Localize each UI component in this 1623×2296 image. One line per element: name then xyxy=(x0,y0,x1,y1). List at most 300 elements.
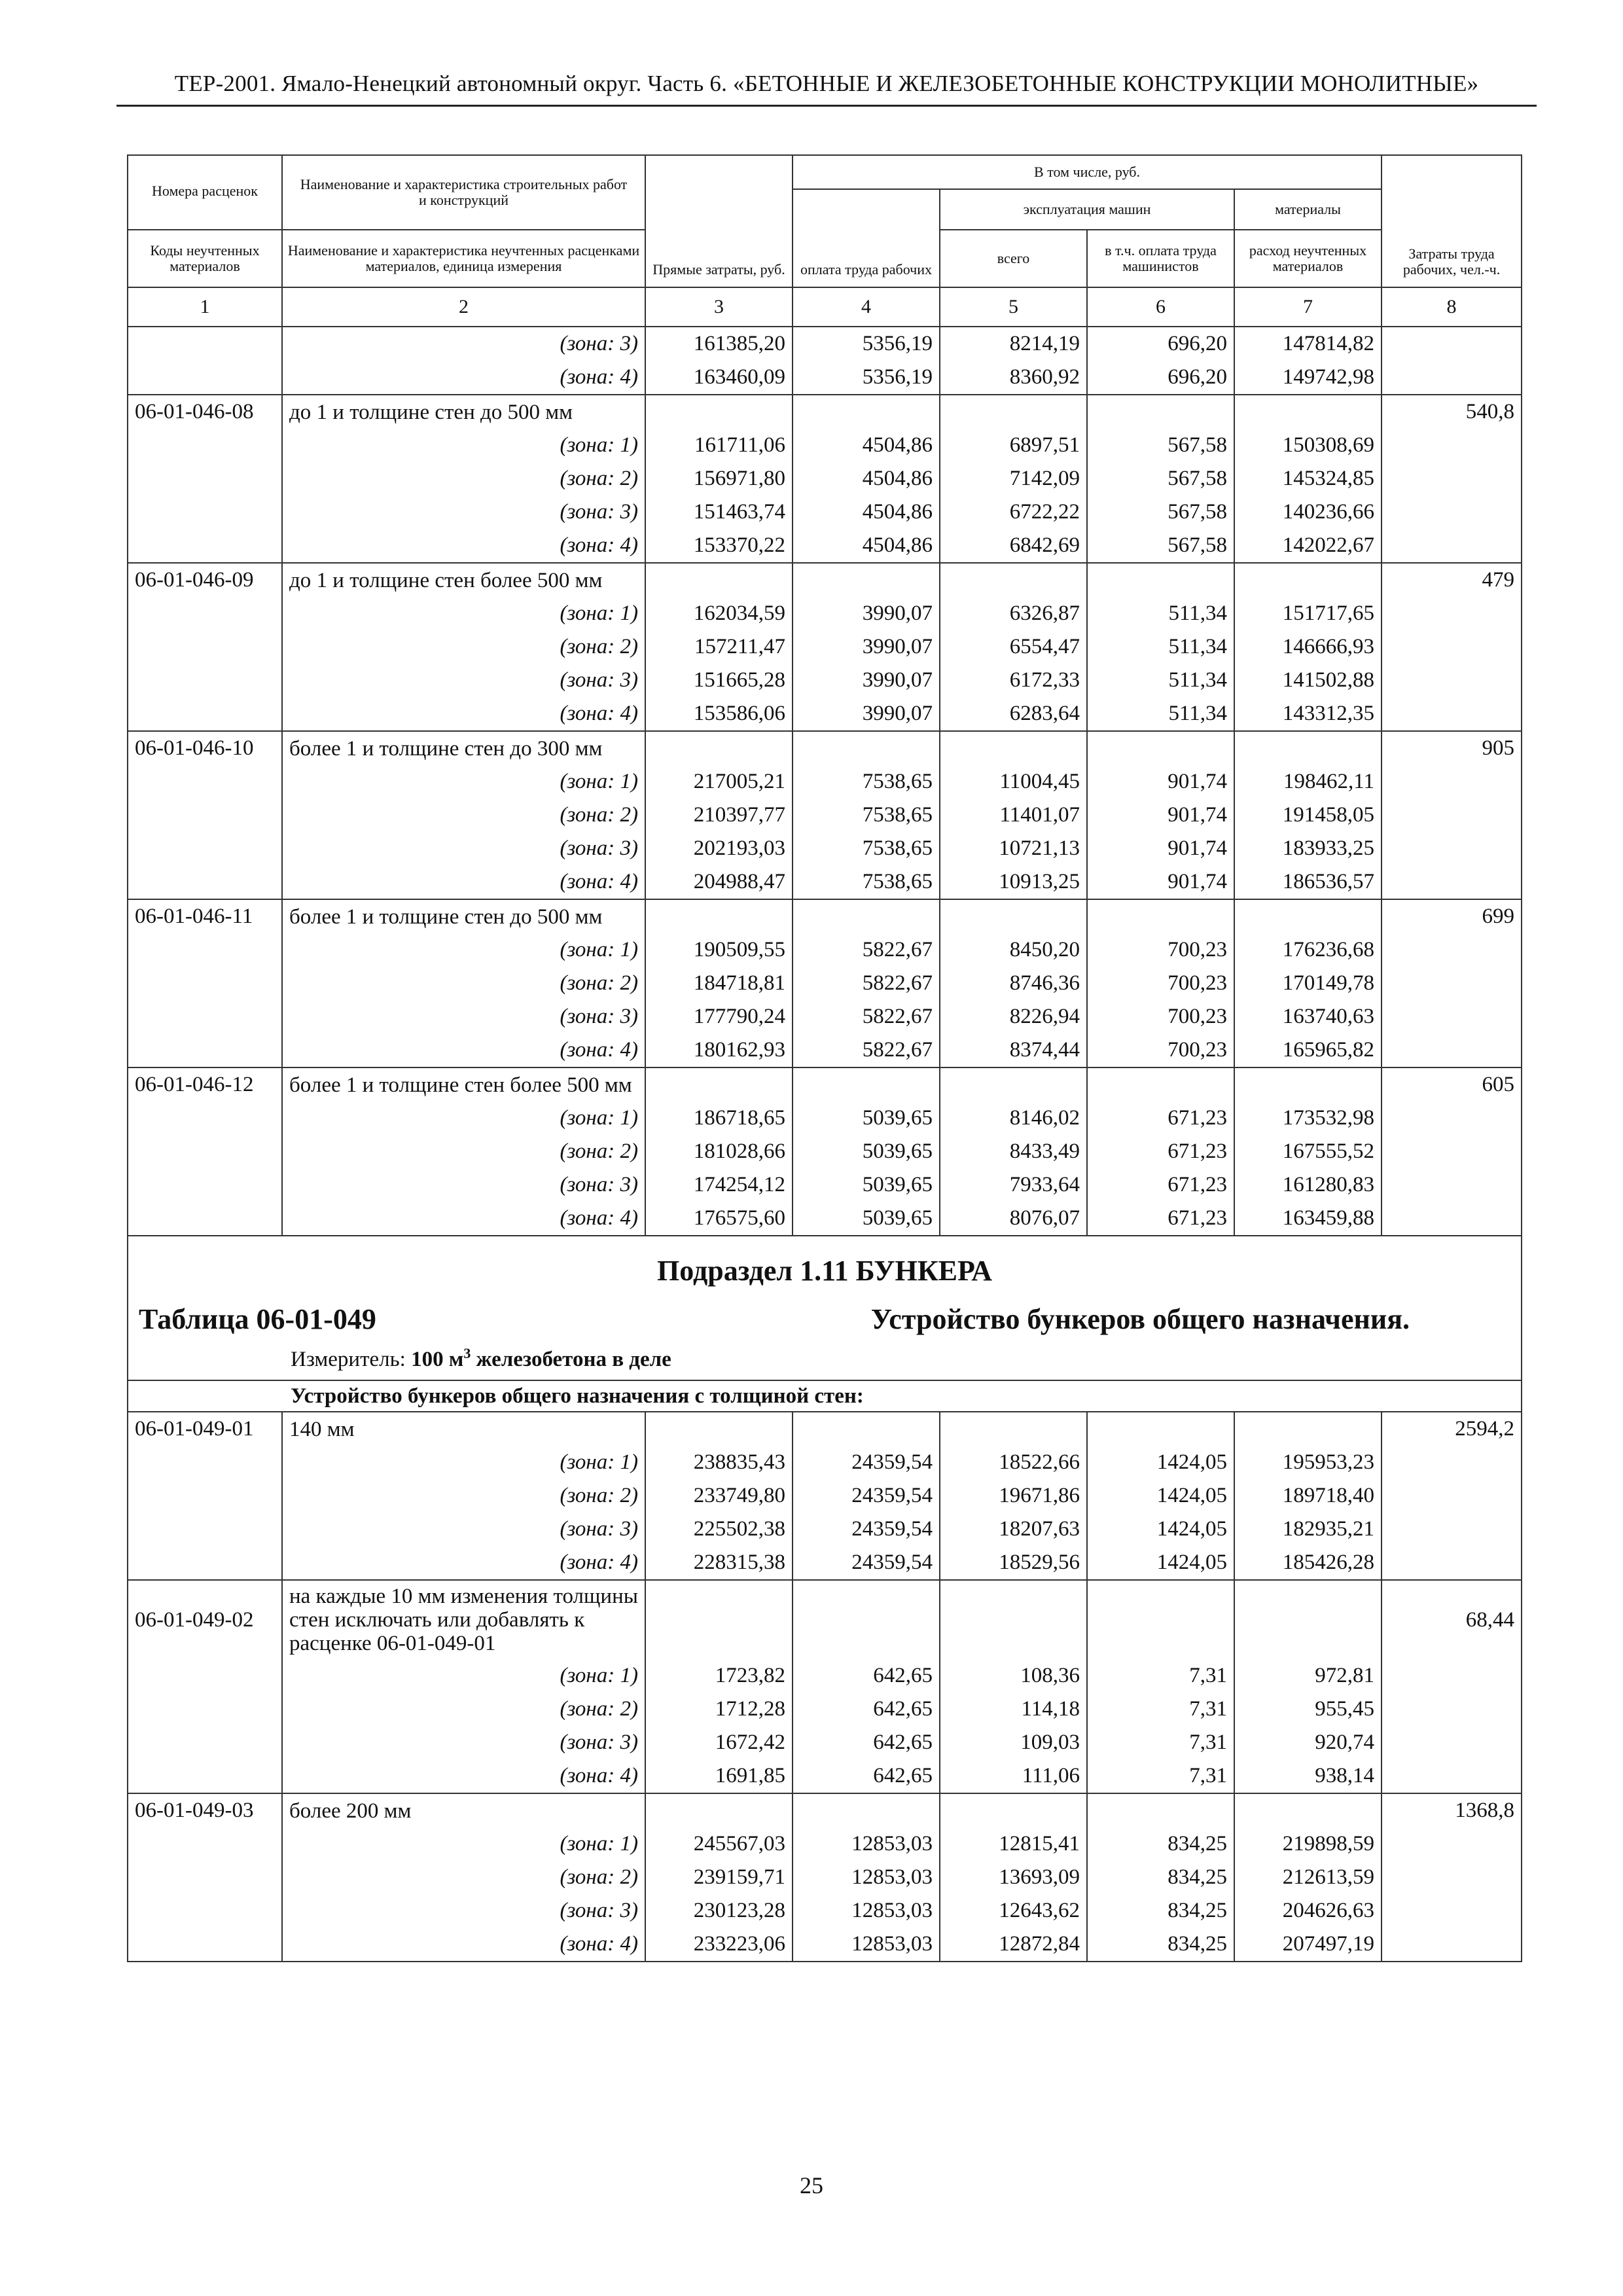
machines-total: 11004,45 xyxy=(940,765,1087,798)
direct-cost: 1691,85 xyxy=(645,1759,793,1793)
materials: 189718,40 xyxy=(1234,1479,1382,1513)
rate-description: до 1 и толщине стен более 500 мм xyxy=(282,563,645,597)
labor-cost: 699 xyxy=(1382,899,1522,933)
code-cell-empty xyxy=(128,1202,282,1236)
direct-cost: 225502,38 xyxy=(645,1513,793,1546)
empty-cell xyxy=(940,1580,1087,1659)
machines-total: 12872,84 xyxy=(940,1928,1087,1962)
rate-code: 06-01-049-02 xyxy=(128,1580,282,1659)
empty-cell xyxy=(940,731,1087,765)
labor-pay: 24359,54 xyxy=(793,1479,940,1513)
code-cell-empty xyxy=(128,765,282,798)
machines-total: 10721,13 xyxy=(940,832,1087,865)
labor-pay: 3990,07 xyxy=(793,697,940,731)
zone-label: (зона: 3) xyxy=(282,664,645,697)
labor-empty xyxy=(1382,1033,1522,1067)
materials: 147814,82 xyxy=(1234,327,1382,361)
materials: 167555,52 xyxy=(1234,1135,1382,1168)
machines-pay: 834,25 xyxy=(1087,1928,1234,1962)
labor-empty xyxy=(1382,1513,1522,1546)
code-cell-empty xyxy=(128,462,282,495)
labor-empty xyxy=(1382,529,1522,563)
labor-pay: 5039,65 xyxy=(793,1135,940,1168)
labor-pay: 4504,86 xyxy=(793,429,940,462)
machines-pay: 901,74 xyxy=(1087,765,1234,798)
labor-pay: 5039,65 xyxy=(793,1102,940,1135)
table-row xyxy=(128,395,1522,429)
code-cell-empty xyxy=(128,429,282,462)
direct-cost: 1672,42 xyxy=(645,1726,793,1759)
materials: 191458,05 xyxy=(1234,798,1382,832)
labor-pay: 4504,86 xyxy=(793,462,940,495)
labor-cost: 905 xyxy=(1382,731,1522,765)
zone-label: (зона: 3) xyxy=(282,495,645,529)
direct-cost: 210397,77 xyxy=(645,798,793,832)
zone-label: (зона: 4) xyxy=(282,865,645,899)
empty-cell xyxy=(940,1067,1087,1102)
measure-suffix: железобетона в деле xyxy=(476,1348,671,1371)
code-cell-empty xyxy=(128,1033,282,1067)
machines-total: 8360,92 xyxy=(940,361,1087,395)
zone-row xyxy=(128,967,1522,1000)
labor-pay: 3990,07 xyxy=(793,664,940,697)
zone-row xyxy=(128,1000,1522,1033)
labor-empty xyxy=(1382,327,1522,361)
labor-empty xyxy=(1382,832,1522,865)
empty-cell xyxy=(793,1793,940,1827)
empty-cell xyxy=(1087,1580,1234,1659)
materials: 183933,25 xyxy=(1234,832,1382,865)
labor-empty xyxy=(1382,1546,1522,1580)
labor-pay: 4504,86 xyxy=(793,529,940,563)
labor-pay: 642,65 xyxy=(793,1759,940,1793)
column-number: 4 xyxy=(793,287,940,327)
machines-total-head: всего xyxy=(940,230,1087,287)
labor-pay: 12853,03 xyxy=(793,1894,940,1928)
materials: 151717,65 xyxy=(1234,597,1382,630)
incl-head: В том числе, руб. xyxy=(793,155,1382,189)
machines-total: 12643,62 xyxy=(940,1894,1087,1928)
rate-code: 06-01-046-09 xyxy=(128,563,282,597)
labor-pay: 7538,65 xyxy=(793,832,940,865)
direct-cost: 181028,66 xyxy=(645,1135,793,1168)
empty-cell xyxy=(793,563,940,597)
zone-label: (зона: 4) xyxy=(282,1033,645,1067)
empty-cell xyxy=(1087,1793,1234,1827)
code-cell-empty xyxy=(128,327,282,361)
zone-label: (зона: 2) xyxy=(282,1479,645,1513)
machines-total: 6722,22 xyxy=(940,495,1087,529)
machines-total: 111,06 xyxy=(940,1759,1087,1793)
labor-pay: 3990,07 xyxy=(793,630,940,664)
materials: 182935,21 xyxy=(1234,1513,1382,1546)
direct-cost: 233223,06 xyxy=(645,1928,793,1962)
labor-empty xyxy=(1382,1168,1522,1202)
zone-row xyxy=(128,664,1522,697)
col-labor-head: Затраты труда рабочих, чел.-ч. xyxy=(1382,155,1522,287)
direct-cost: 153370,22 xyxy=(645,529,793,563)
empty-cell xyxy=(1087,1067,1234,1102)
zone-label: (зона: 3) xyxy=(282,832,645,865)
direct-cost: 163460,09 xyxy=(645,361,793,395)
machines-pay: 700,23 xyxy=(1087,1033,1234,1067)
labor-pay: 12853,03 xyxy=(793,1827,940,1861)
materials: 972,81 xyxy=(1234,1659,1382,1693)
materials: 143312,35 xyxy=(1234,697,1382,731)
zone-row xyxy=(128,361,1522,395)
machines-total: 6554,47 xyxy=(940,630,1087,664)
labor-pay: 24359,54 xyxy=(793,1446,940,1479)
direct-cost: 162034,59 xyxy=(645,597,793,630)
table-body-a xyxy=(128,327,1522,1236)
materials: 938,14 xyxy=(1234,1759,1382,1793)
code-cell-empty xyxy=(128,1446,282,1479)
measure-label: Измеритель: xyxy=(291,1348,406,1371)
labor-empty xyxy=(1382,1659,1522,1693)
machines-total: 8226,94 xyxy=(940,1000,1087,1033)
labor-empty xyxy=(1382,1894,1522,1928)
empty-cell xyxy=(940,1793,1087,1827)
machines-pay: 567,58 xyxy=(1087,495,1234,529)
machines-pay: 671,23 xyxy=(1087,1202,1234,1236)
machines-pay: 7,31 xyxy=(1087,1726,1234,1759)
machines-total: 108,36 xyxy=(940,1659,1087,1693)
labor-pay: 7538,65 xyxy=(793,798,940,832)
empty-cell xyxy=(1234,1412,1382,1446)
zone-row xyxy=(128,1894,1522,1928)
labor-empty xyxy=(1382,1726,1522,1759)
machines-pay: 1424,05 xyxy=(1087,1546,1234,1580)
labor-empty xyxy=(1382,1479,1522,1513)
machines-total: 6172,33 xyxy=(940,664,1087,697)
labor-empty xyxy=(1382,1827,1522,1861)
zone-label: (зона: 2) xyxy=(282,1135,645,1168)
labor-pay: 5039,65 xyxy=(793,1202,940,1236)
zone-label: (зона: 3) xyxy=(282,1168,645,1202)
labor-empty xyxy=(1382,1928,1522,1962)
code-cell-empty xyxy=(128,664,282,697)
zone-label: (зона: 4) xyxy=(282,1202,645,1236)
zone-row xyxy=(128,462,1522,495)
group-title: Устройство бункеров общего назначения с толщиной стен: xyxy=(128,1380,1522,1412)
code-cell-empty xyxy=(128,495,282,529)
machines-pay: 700,23 xyxy=(1087,967,1234,1000)
code-cell-empty xyxy=(128,1659,282,1693)
direct-cost: 161711,06 xyxy=(645,429,793,462)
zone-label: (зона: 2) xyxy=(282,798,645,832)
zone-row xyxy=(128,529,1522,563)
zone-label: (зона: 1) xyxy=(282,1827,645,1861)
machines-pay: 901,74 xyxy=(1087,798,1234,832)
direct-cost: 161385,20 xyxy=(645,327,793,361)
rate-description: более 1 и толщине стен более 500 мм xyxy=(282,1067,645,1102)
labor-cost: 479 xyxy=(1382,563,1522,597)
rate-description: до 1 и толщине стен до 500 мм xyxy=(282,395,645,429)
table-label: Таблица 06-01-049 xyxy=(139,1303,376,1335)
zone-row xyxy=(128,1759,1522,1793)
rate-description: более 1 и толщине стен до 300 мм xyxy=(282,731,645,765)
zone-label: (зона: 2) xyxy=(282,967,645,1000)
code-cell-empty xyxy=(128,1693,282,1726)
empty-cell xyxy=(1234,1793,1382,1827)
column-number: 5 xyxy=(940,287,1087,327)
labor-pay: 24359,54 xyxy=(793,1513,940,1546)
labor-empty xyxy=(1382,798,1522,832)
empty-cell xyxy=(793,395,940,429)
zone-row xyxy=(128,765,1522,798)
table-title: Устройство бункеров общего назначения. xyxy=(870,1303,1410,1335)
machines-total: 18529,56 xyxy=(940,1546,1087,1580)
machines-total: 8433,49 xyxy=(940,1135,1087,1168)
zone-label: (зона: 2) xyxy=(282,630,645,664)
labor-empty xyxy=(1382,664,1522,697)
empty-cell xyxy=(1087,1412,1234,1446)
labor-pay: 3990,07 xyxy=(793,597,940,630)
code-cell-empty xyxy=(128,1513,282,1546)
column-number: 2 xyxy=(282,287,645,327)
zone-label: (зона: 1) xyxy=(282,1659,645,1693)
machines-pay: 1424,05 xyxy=(1087,1446,1234,1479)
page-number: 25 xyxy=(800,2172,823,2198)
rate-code: 06-01-049-03 xyxy=(128,1793,282,1827)
labor-empty xyxy=(1382,865,1522,899)
materials: 207497,19 xyxy=(1234,1928,1382,1962)
zone-label: (зона: 3) xyxy=(282,1894,645,1928)
rate-code: 06-01-049-01 xyxy=(128,1412,282,1446)
machines-pay: 511,34 xyxy=(1087,597,1234,630)
labor-pay: 5822,67 xyxy=(793,1000,940,1033)
empty-cell xyxy=(793,1412,940,1446)
materials: 955,45 xyxy=(1234,1693,1382,1726)
code-cell-empty xyxy=(128,1168,282,1202)
labor-empty xyxy=(1382,1202,1522,1236)
zone-row xyxy=(128,1033,1522,1067)
materials: 198462,11 xyxy=(1234,765,1382,798)
labor-cost: 540,8 xyxy=(1382,395,1522,429)
zone-row xyxy=(128,327,1522,361)
zone-label: (зона: 2) xyxy=(282,1693,645,1726)
materials: 212613,59 xyxy=(1234,1861,1382,1894)
machines-pay: 511,34 xyxy=(1087,697,1234,731)
machines-pay: 567,58 xyxy=(1087,429,1234,462)
code-cell-empty xyxy=(128,1102,282,1135)
machines-pay: 700,23 xyxy=(1087,933,1234,967)
labor-pay: 5822,67 xyxy=(793,967,940,1000)
machines-total: 10913,25 xyxy=(940,865,1087,899)
labor-empty xyxy=(1382,361,1522,395)
labor-pay: 642,65 xyxy=(793,1659,940,1693)
col-code-top: Номера расценок xyxy=(152,183,258,199)
machines-total: 7142,09 xyxy=(940,462,1087,495)
materials: 161280,83 xyxy=(1234,1168,1382,1202)
code-cell-empty xyxy=(128,1928,282,1962)
machines-pay: 1424,05 xyxy=(1087,1513,1234,1546)
labor-empty xyxy=(1382,630,1522,664)
machines-total: 8214,19 xyxy=(940,327,1087,361)
measure-sup: 3 xyxy=(463,1345,471,1361)
empty-cell xyxy=(1234,731,1382,765)
zone-row xyxy=(128,798,1522,832)
code-cell-empty xyxy=(128,967,282,1000)
materials: 920,74 xyxy=(1234,1726,1382,1759)
code-cell-empty xyxy=(128,1000,282,1033)
col-code-bottom: Коды неучтенных материалов xyxy=(128,230,282,287)
zone-row xyxy=(128,1168,1522,1202)
zone-label: (зона: 3) xyxy=(282,1513,645,1546)
empty-cell xyxy=(1234,899,1382,933)
direct-cost: 177790,24 xyxy=(645,1000,793,1033)
machines-total: 114,18 xyxy=(940,1693,1087,1726)
zone-row xyxy=(128,832,1522,865)
materials: 195953,23 xyxy=(1234,1446,1382,1479)
zone-label: (зона: 4) xyxy=(282,1759,645,1793)
zone-row xyxy=(128,933,1522,967)
direct-cost: 230123,28 xyxy=(645,1894,793,1928)
labor-pay: 5822,67 xyxy=(793,933,940,967)
machines-pay: 696,20 xyxy=(1087,361,1234,395)
column-number: 1 xyxy=(128,287,282,327)
header-rule xyxy=(116,105,1537,107)
code-cell-empty xyxy=(128,1135,282,1168)
direct-cost: 157211,47 xyxy=(645,630,793,664)
direct-cost: 151665,28 xyxy=(645,664,793,697)
direct-cost: 156971,80 xyxy=(645,462,793,495)
code-cell-empty xyxy=(128,597,282,630)
direct-cost: 180162,93 xyxy=(645,1033,793,1067)
code-cell-empty xyxy=(128,1861,282,1894)
machines-pay: 696,20 xyxy=(1087,327,1234,361)
col-direct-head: Прямые затраты, руб. xyxy=(645,155,793,287)
zone-row xyxy=(128,697,1522,731)
zone-row xyxy=(128,630,1522,664)
materials: 146666,93 xyxy=(1234,630,1382,664)
materials: 163459,88 xyxy=(1234,1202,1382,1236)
labor-pay: 5356,19 xyxy=(793,361,940,395)
direct-cost: 204988,47 xyxy=(645,865,793,899)
column-numbers-row xyxy=(128,287,1522,327)
labor-empty xyxy=(1382,1000,1522,1033)
machines-total: 12815,41 xyxy=(940,1827,1087,1861)
labor-empty xyxy=(1382,1102,1522,1135)
code-cell-empty xyxy=(128,1827,282,1861)
col-desc-top: Наименование и характеристика строительных работ и конструкций xyxy=(300,176,628,208)
labor-cost: 1368,8 xyxy=(1382,1793,1522,1827)
table-row xyxy=(128,1412,1522,1446)
labor-empty xyxy=(1382,933,1522,967)
empty-cell xyxy=(1087,395,1234,429)
materials: 140236,66 xyxy=(1234,495,1382,529)
machines-pay: 7,31 xyxy=(1087,1759,1234,1793)
zone-label: (зона: 1) xyxy=(282,933,645,967)
direct-cost: 217005,21 xyxy=(645,765,793,798)
labor-pay: 5356,19 xyxy=(793,327,940,361)
machines-total: 6326,87 xyxy=(940,597,1087,630)
materials: 142022,67 xyxy=(1234,529,1382,563)
zone-label: (зона: 4) xyxy=(282,1928,645,1962)
labor-pay: 642,65 xyxy=(793,1726,940,1759)
direct-cost: 151463,74 xyxy=(645,495,793,529)
machines-pay: 834,25 xyxy=(1087,1861,1234,1894)
empty-cell xyxy=(1234,563,1382,597)
rate-description: более 200 мм xyxy=(282,1793,645,1827)
empty-cell xyxy=(940,899,1087,933)
machines-pay: 834,25 xyxy=(1087,1894,1234,1928)
machines-total: 109,03 xyxy=(940,1726,1087,1759)
labor-empty xyxy=(1382,1861,1522,1894)
rate-description: более 1 и толщине стен до 500 мм xyxy=(282,899,645,933)
zone-row xyxy=(128,1102,1522,1135)
zone-label: (зона: 1) xyxy=(282,1446,645,1479)
zone-row xyxy=(128,1135,1522,1168)
machines-pay-head: в т.ч. оплата труда машинистов xyxy=(1087,230,1234,287)
direct-cost: 176575,60 xyxy=(645,1202,793,1236)
table-row xyxy=(128,731,1522,765)
direct-cost: 1723,82 xyxy=(645,1659,793,1693)
empty-cell xyxy=(940,395,1087,429)
col-code-head xyxy=(128,155,282,230)
labor-cost: 605 xyxy=(1382,1067,1522,1102)
rates-table xyxy=(127,154,1522,1962)
labor-empty xyxy=(1382,1135,1522,1168)
empty-cell xyxy=(793,1067,940,1102)
materials: 165965,82 xyxy=(1234,1033,1382,1067)
materials: 145324,85 xyxy=(1234,462,1382,495)
zone-label: (зона: 1) xyxy=(282,765,645,798)
rate-code: 06-01-046-08 xyxy=(128,395,282,429)
empty-cell xyxy=(793,731,940,765)
rate-description: на каждые 10 мм изменения толщины стен исключать или добавлять к расценке 06-01-049-01 xyxy=(282,1580,645,1659)
labor-pay: 7538,65 xyxy=(793,865,940,899)
labor-empty xyxy=(1382,429,1522,462)
code-cell-empty xyxy=(128,865,282,899)
zone-row xyxy=(128,865,1522,899)
empty-cell xyxy=(645,1580,793,1659)
materials: 186536,57 xyxy=(1234,865,1382,899)
labor-empty xyxy=(1382,697,1522,731)
zone-row xyxy=(128,1861,1522,1894)
zone-label: (зона: 3) xyxy=(282,327,645,361)
empty-cell xyxy=(645,899,793,933)
empty-cell xyxy=(645,1412,793,1446)
col-desc-head xyxy=(282,155,645,230)
code-cell-empty xyxy=(128,1894,282,1928)
machines-pay: 671,23 xyxy=(1087,1135,1234,1168)
empty-cell xyxy=(940,563,1087,597)
zone-label: (зона: 4) xyxy=(282,361,645,395)
machines-pay: 567,58 xyxy=(1087,462,1234,495)
col-desc-bottom: Наименование и характеристика неучтенных расценками материалов, единица измерения xyxy=(282,230,645,287)
materials: 176236,68 xyxy=(1234,933,1382,967)
machines-total: 8746,36 xyxy=(940,967,1087,1000)
materials-sub-head: расход неучтенных материалов xyxy=(1234,230,1382,287)
zone-row xyxy=(128,1928,1522,1962)
machines-pay: 834,25 xyxy=(1087,1827,1234,1861)
machines-pay: 901,74 xyxy=(1087,832,1234,865)
empty-cell xyxy=(645,1793,793,1827)
rate-code: 06-01-046-10 xyxy=(128,731,282,765)
table-row xyxy=(128,1580,1522,1659)
zone-row xyxy=(128,1513,1522,1546)
empty-cell xyxy=(645,563,793,597)
machines-total: 6897,51 xyxy=(940,429,1087,462)
machines-pay: 567,58 xyxy=(1087,529,1234,563)
labor-pay: 24359,54 xyxy=(793,1546,940,1580)
machines-head: эксплуатация машин xyxy=(940,189,1234,230)
code-cell-empty xyxy=(128,697,282,731)
empty-cell xyxy=(793,899,940,933)
empty-cell xyxy=(645,395,793,429)
materials-head: материалы xyxy=(1234,189,1382,230)
